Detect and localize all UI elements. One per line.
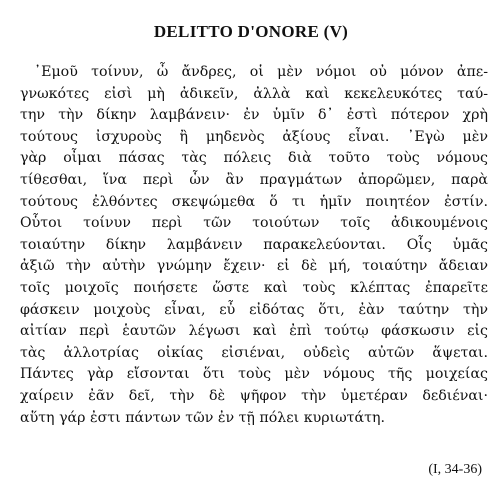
greek-passage: [20, 62, 488, 429]
passage-line: την τὴν δίκην λαμβάνειν· ἐν ὑμῖν δ᾽ ἐστὶ πότερον χρὴ: [20, 107, 488, 124]
passage-line: τὰς ἀλλοτρίας οἰκίας εἰσιέναι, οὐδεὶς αὐτῶν ἅψεται.: [20, 344, 488, 361]
passage-line: τούτους ἰσχυροὺς ἢ μηδενὸς ἀξίους εἶναι. ᾽Εγὼ μὲν: [20, 128, 488, 145]
passage-line: φάσκειν μοιχοὺς εἶναι, εὖ εἰδότας ὅτι, ἐὰν ταύτην τὴν: [20, 301, 488, 318]
passage-line: ᾽Εμοῦ τοίνυν, ὦ ἄνδρες, οἱ μὲν νόμοι οὐ μόνον ἀπε-: [34, 64, 488, 80]
passage-line: Οὗτοι τοίνυν περὶ τῶν τοιούτων τοῖς ἀδικουμένοις: [20, 215, 488, 232]
source-citation: (I, 34-36): [428, 462, 482, 477]
passage-line: τοιαύτην δίκην λαμβάνειν παρακελεύονται. Οἷς ὑμᾶς: [20, 236, 488, 253]
passage-line: αὕτη γάρ ἐστι πάντων τῶν ἐν τῇ πόλει κυριωτάτη.: [20, 409, 385, 426]
passage-line: Πάντες γὰρ εἴσονται ὅτι τοὺς μὲν νόμους τῆς μοιχείας: [20, 366, 488, 383]
page-title: DELITTO D'ONORE (V): [153, 22, 349, 41]
passage-line: τούτους ἐλθόντες σκεψώμεθα ὅ τι ἡμῖν ποιητέον ἐστίν.: [20, 193, 488, 210]
passage-line: ἀξιῶ τὴν αὐτὴν γνώμην ἔχειν· εἰ δὲ μή, τοιαύτην ἄδειαν: [20, 258, 488, 275]
passage-line: γὰρ οἶμαι πάσας τὰς πόλεις διὰ τοῦτο τοὺς νόμους: [20, 150, 488, 167]
passage-line: τίθεσθαι, ἵνα περὶ ὧν ἂν πραγμάτων ἀπορῶμεν, παρὰ: [20, 171, 488, 188]
passage-line: αἰτίαν περὶ ἑαυτῶν λέγωσι καὶ ἐπὶ τούτῳ φάσκωσιν εἰς: [20, 323, 488, 340]
passage-line: γνωκότες εἰσὶ μὴ ἀδικεῖν, ἀλλὰ καὶ κεκελευκότες ταύ-: [20, 85, 488, 102]
passage-line: τοῖς μοιχοῖς ποιήσετε ὥστε καὶ τοὺς κλέπτας ἐπαρεῖτε: [20, 279, 488, 296]
passage-line: χαίρειν ἐᾶν δεῖ, τὴν δὲ ψῆφον τὴν ὑμετέραν δεδιέναι·: [20, 387, 488, 404]
